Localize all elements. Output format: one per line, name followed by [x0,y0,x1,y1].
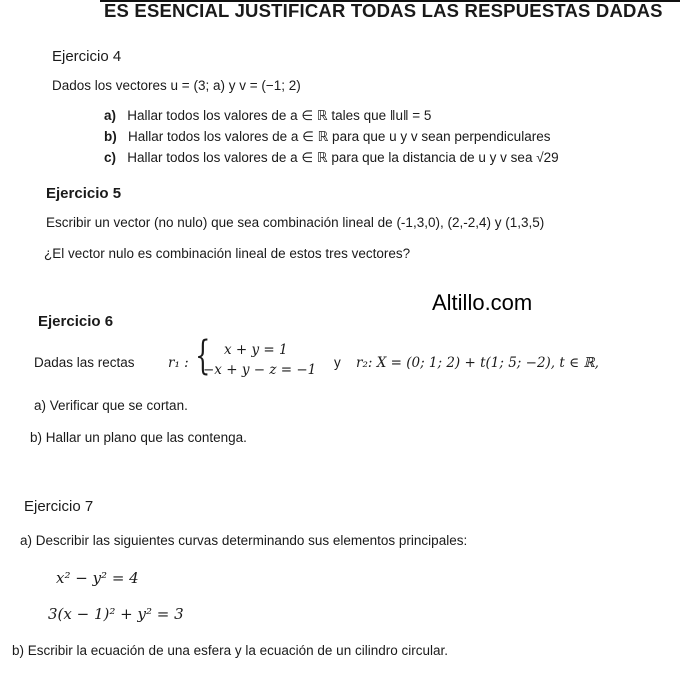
ex4-item-b-text: Hallar todos los valores de a ∈ ℝ para que u y v sean perpendiculares [128,129,551,144]
ex5-title: Ejercicio 5 [46,185,122,202]
ex6-prefix: Dadas las rectas [34,355,135,370]
ex6-eq2: −x + y − z = −1 [203,362,317,378]
ex4-title: Ejercicio 4 [52,48,122,65]
ex6-joiner: y [334,355,341,370]
ex6-eq1: x + y = 1 [224,342,288,358]
ex4-item-a-label: a) [104,108,117,123]
ex4-item-c-text: Hallar todos los valores de a ∈ ℝ para que la distancia de u y v sea √29 [127,150,559,165]
ex7-curve2: 3(x − 1)² + y² = 3 [48,605,184,623]
ex7-curve1: x² − y² = 4 [56,569,139,587]
ex4-item-b [104,129,550,145]
watermark-text: Altillo.com [432,290,533,315]
ex5-line1: Escribir un vector (no nulo) que sea combinación lineal de (-1,3,0), (2,-2,4) y (1,3,5) [46,215,545,230]
ex6-item-a: a) Verificar que se cortan. [34,398,188,413]
ex7-item-a: a) Describir las siguientes curvas determinando sus elementos principales: [20,533,468,548]
ex7-title: Ejercicio 7 [24,498,94,515]
ex6-title: Ejercicio 6 [38,313,114,330]
ex4-item-b-label: b) [104,129,117,144]
ex6-r2: r₂: X = (0; 1; 2) + t(1; 5; −2), t ∈ ℝ, [356,355,599,371]
page-header: ES ESENCIAL JUSTIFICAR TODAS LAS RESPUESTAS DADAS [104,0,663,21]
system-brace: { [195,333,211,379]
ex6-item-b: b) Hallar un plano que las contenga. [30,430,247,445]
ex4-intro: Dados los vectores u = (3; a) y v = (−1; 2) [52,78,301,93]
ex4-item-c-label: c) [104,150,117,165]
ex4-item-c [104,150,559,166]
ex4-item-a [104,108,431,124]
ex4-item-a-text: Hallar todos los valores de a ∈ ℝ tales que ‖u‖ = 5 [127,108,432,123]
ex5-line2: ¿El vector nulo es combinación lineal de estos tres vectores? [44,246,411,261]
ex7-item-b: b) Escribir la ecuación de una esfera y la ecuación de un cilindro circular. [12,643,448,658]
ex6-r1-label: r₁ : [168,355,189,371]
